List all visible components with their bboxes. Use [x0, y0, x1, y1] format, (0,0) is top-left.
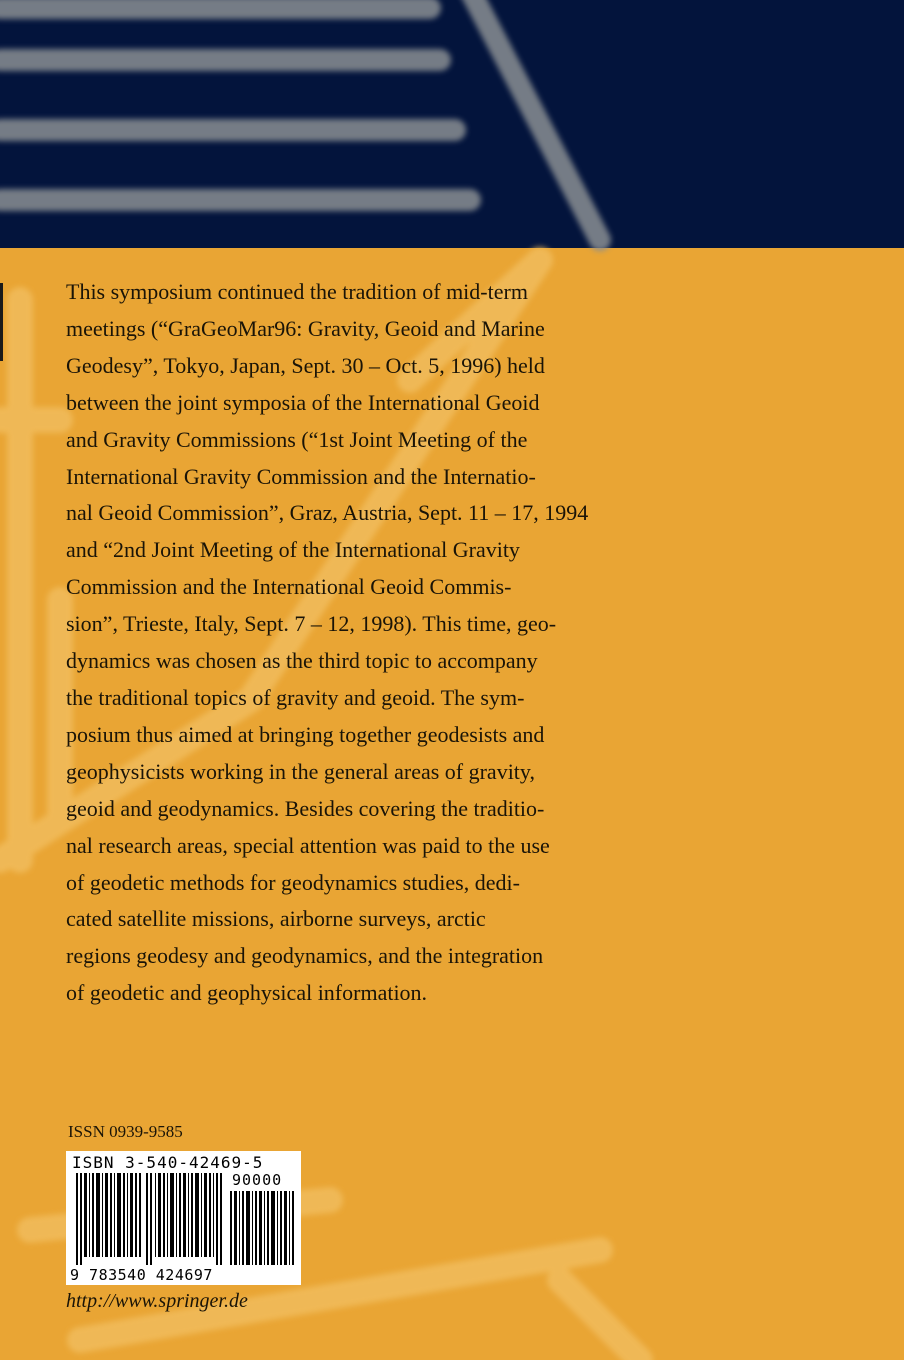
description-line: nal research areas, special attention was paid to the use: [66, 832, 550, 858]
barcode-isbn-text: ISBN 3-540-42469-5: [72, 1153, 264, 1172]
top-navy-band: [0, 0, 904, 248]
description-line: of geodetic and geophysical information.: [66, 980, 428, 1006]
description-line: dynamics was chosen as the third topic to accompany: [66, 648, 538, 674]
description-line: geophysicists working in the general areas of gravity,: [66, 758, 535, 784]
description-line: and “2nd Joint Meeting of the International Gravity: [66, 537, 520, 563]
description-line: sion”, Trieste, Italy, Sept. 7 – 12, 1998). This time, geo-: [66, 611, 557, 637]
description-line: Commission and the International Geoid Commis-: [66, 574, 512, 600]
description-line: cated satellite missions, airborne surveys, arctic: [66, 906, 486, 932]
issn-label: ISSN 0939-9585: [68, 1122, 183, 1141]
description-line: and Gravity Commissions (“1st Joint Meeting of the: [66, 426, 528, 452]
description-line: of geodetic methods for geodynamics studies, dedi-: [66, 869, 520, 895]
barcode-ean-number: 9 783540 424697: [70, 1266, 213, 1284]
barcode-addon-bars: [230, 1191, 296, 1265]
description-line: regions geodesy and geodynamics, and the integration: [66, 943, 544, 969]
description-line: This symposium continued the tradition of mid-term: [66, 279, 528, 304]
description-line: posium thus aimed at bringing together geodesists and: [66, 721, 545, 747]
back-cover-description: [66, 274, 589, 1012]
barcode-bars: [76, 1173, 226, 1265]
description-line: Geodesy”, Tokyo, Japan, Sept. 30 – Oct. 5, 1996) held: [66, 352, 545, 378]
description-line: International Gravity Commission and the Internatio-: [66, 463, 536, 489]
barcode-addon-number: 90000: [232, 1171, 283, 1189]
description-line: nal Geoid Commission”, Graz, Austria, Sept. 11 – 17, 1994: [66, 500, 589, 526]
description-line: between the joint symposia of the International Geoid: [66, 389, 540, 415]
edge-mark: [0, 283, 3, 361]
publisher-url: http://www.springer.de: [66, 1290, 248, 1312]
description-line: meetings (“GraGeoMar96: Gravity, Geoid and Marine: [66, 315, 545, 341]
description-line: geoid and geodynamics. Besides covering the traditio-: [66, 795, 545, 821]
description-line: the traditional topics of gravity and geoid. The sym-: [66, 684, 525, 710]
isbn-barcode: [66, 1151, 301, 1285]
